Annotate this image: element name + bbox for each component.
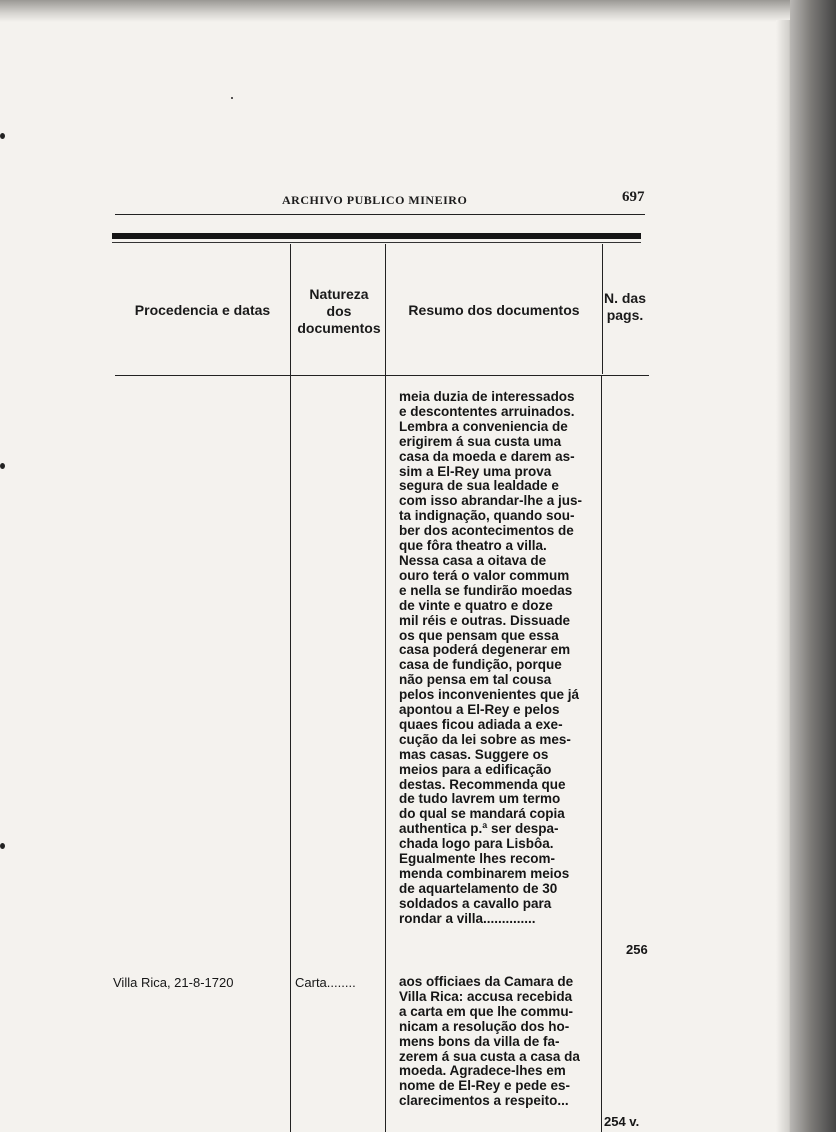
resumo-line: mas casas. Suggere os — [399, 746, 549, 762]
resumo-line: ouro terá o valor commum — [399, 567, 570, 583]
resumo-line: casa da moeda e darem as- — [399, 448, 575, 464]
table-top-thin-rule — [112, 242, 641, 243]
column-header-natureza-line: dos — [326, 303, 352, 319]
column-header-bottom-rule — [115, 375, 649, 376]
resumo-line: pelos inconvenientes que já — [399, 687, 580, 703]
print-speck — [0, 843, 5, 849]
resumo-line: aos officiaes da Camara de — [399, 974, 574, 989]
resumo-line: a carta em que lhe commu- — [399, 1003, 574, 1019]
resumo-line: segura de sua lealdade e — [399, 478, 559, 494]
resumo-line: ber dos acontecimentos de — [399, 523, 574, 539]
table-top-thick-rule — [112, 233, 641, 239]
resumo-line: cução da lei sobre as mes- — [399, 731, 571, 747]
resumo-line: do qual se mandará copia — [399, 806, 565, 822]
resumo-line: mil réis e outras. Dissuade — [399, 612, 571, 628]
entry-2-natureza: Carta........ — [295, 975, 356, 990]
resumo-line: Villa Rica: accusa recebida — [399, 988, 573, 1004]
resumo-line: os que pensam que essa — [399, 627, 559, 643]
resumo-line: Lembra a conveniencia de — [399, 418, 568, 434]
page-number: 697 — [622, 189, 645, 205]
resumo-line: moeda. Agradece-lhes em — [399, 1063, 566, 1079]
resumo-line: ta indignação, quando sou- — [399, 508, 575, 524]
book-spine — [790, 0, 836, 1132]
print-speck — [231, 97, 233, 99]
column-header-natureza-line: Natureza — [309, 286, 369, 302]
resumo-line: nome de El-Rey e pede es- — [399, 1078, 571, 1094]
resumo-line: e nella se fundirão moedas — [399, 582, 573, 598]
resumo-line: menda combinarem meios — [399, 866, 570, 881]
resumo-line: clarecimentos a respeito... — [399, 1093, 569, 1109]
resumo-line: soldados a cavallo para — [399, 895, 552, 911]
resumo-line: casa de fundição, porque — [399, 657, 562, 673]
resumo-line: mens bons da villa de fa- — [399, 1033, 560, 1049]
entry-2-paginas: 254 v. — [604, 1114, 640, 1129]
resumo-line: quaes ficou adiada a exe- — [399, 716, 563, 732]
resumo-line: meios para a edificação — [399, 761, 552, 777]
resumo-line: destas. Recommenda que — [399, 776, 566, 792]
resumo-line: zerem á sua custa a casa da — [399, 1048, 580, 1064]
entry-2-resumo — [399, 975, 600, 1109]
print-speck — [0, 463, 5, 469]
column-divider-2 — [385, 244, 386, 1132]
resumo-line: de tudo lavrem um termo — [399, 791, 561, 807]
column-header-natureza — [292, 286, 386, 337]
running-head: ARCHIVO PUBLICO MINEIRO — [282, 193, 468, 207]
entry-1-resumo — [399, 390, 600, 927]
resumo-line: chada logo para Lisbôa. — [399, 836, 554, 852]
column-header-resumo: Resumo dos documentos — [408, 302, 580, 318]
resumo-line: authentica p.ª ser despa- — [399, 821, 559, 837]
resumo-line: erigirem á sua custa uma — [399, 433, 562, 449]
column-header-natureza-line: documentos — [297, 320, 381, 336]
print-speck — [0, 133, 5, 139]
resumo-line: sim a El-Rey uma prova — [399, 463, 552, 479]
resumo-line: apontou a El-Rey e pelos — [399, 702, 560, 718]
resumo-line: não pensa em tal cousa — [399, 672, 552, 688]
column-header-procedencia: Procedencia e datas — [134, 302, 271, 318]
resumo-line: Nessa casa a oitava de — [399, 552, 547, 568]
resumo-line: de aquartelamento de 30 — [399, 880, 558, 896]
entry-1-paginas: 256 — [626, 942, 648, 957]
column-divider-1 — [290, 244, 291, 1132]
column-divider-3 — [601, 375, 602, 1132]
resumo-line: meia duzia de interessados — [399, 389, 575, 404]
resumo-line: Egualmente lhes recom- — [399, 851, 556, 867]
column-header-paginas-line: pags. — [606, 307, 644, 323]
resumo-line: com isso abrandar-lhe a jus- — [399, 493, 583, 509]
column-header-paginas-line: N. das — [603, 290, 646, 306]
resumo-line: nicam a resolução dos ho- — [399, 1018, 570, 1034]
resumo-line: de vinte e quatro e doze — [399, 597, 553, 613]
entry-2-procedencia: Villa Rica, 21-8-1720 — [113, 975, 234, 990]
resumo-line: casa poderá degenerar em — [399, 642, 571, 658]
header-rule — [115, 214, 645, 215]
resumo-line: que fôra theatro a villa. — [399, 538, 547, 554]
resumo-line: e descontentes arruinados. — [399, 403, 575, 419]
resumo-line: rondar a villa.............. — [399, 910, 536, 926]
column-header-paginas — [600, 290, 650, 324]
page-top-shadow — [0, 0, 790, 22]
